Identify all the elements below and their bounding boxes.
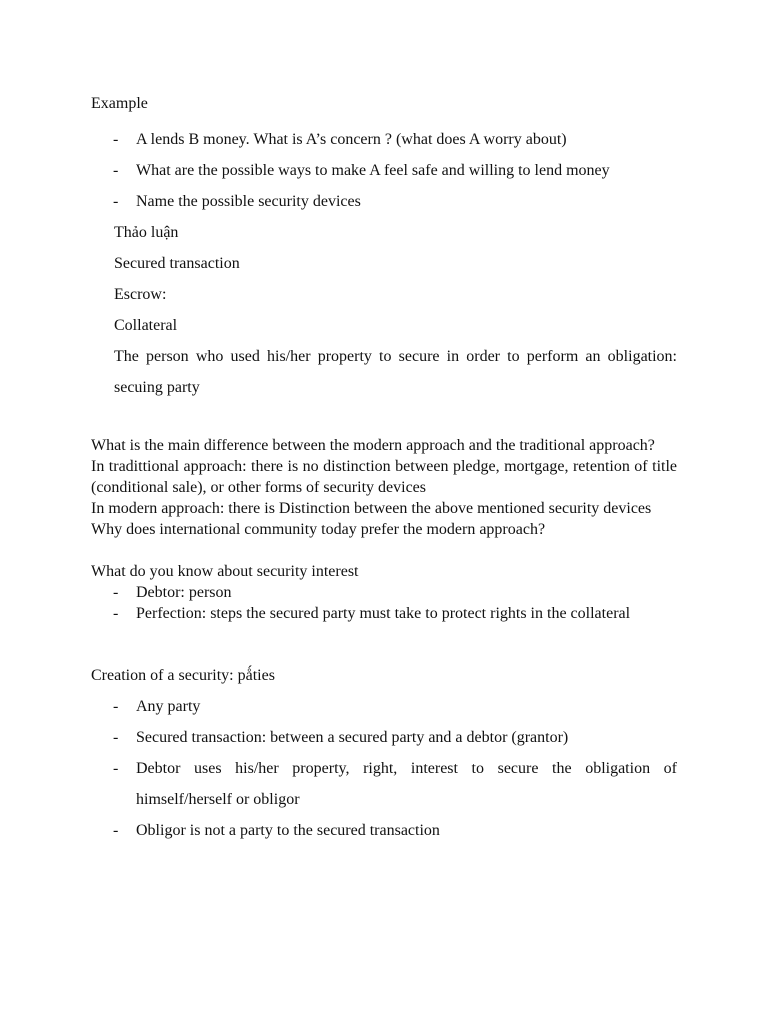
bullet-marker: -: [113, 760, 119, 777]
list-item: [91, 722, 677, 753]
list-item: [91, 603, 677, 624]
section-security-interest: [91, 561, 677, 624]
list-item-text: A lends B money. What is A’s concern ? (what does A worry about): [136, 131, 567, 148]
secured-transaction-line: Secured transaction: [114, 255, 240, 272]
creation-heading: Creation of a security: pǻties: [91, 667, 275, 684]
section-creation: [91, 660, 677, 846]
spacer: [91, 403, 677, 435]
bullet-marker: -: [113, 162, 119, 179]
list-item-text: What are the possible ways to make A feel safe and willing to lend money: [136, 162, 610, 179]
discussion-line: Thảo luận: [114, 224, 179, 241]
section-example: [91, 93, 677, 403]
bullet-marker: -: [113, 605, 119, 622]
list-item-text: Any party: [136, 698, 201, 715]
list-item: [91, 815, 677, 846]
modern-approach-text: In modern approach: there is Distinction between the above mentioned security devices: [91, 500, 652, 517]
list-item-text: Name the possible security devices: [136, 193, 361, 210]
traditional-approach-text: In tradittional approach: there is no distinction between pledge, mortgage, retention of title (conditional sale), or other forms of security devices: [91, 458, 677, 496]
security-interest-heading: What do you know about security interest: [91, 563, 359, 580]
why-question: Why does international community today prefer the modern approach?: [91, 521, 546, 538]
securing-party-paragraph: The person who used his/her property to secure in order to perform an obligation: secuing party: [114, 348, 677, 396]
approach-question: What is the main difference between the modern approach and the traditional approach?: [91, 437, 655, 454]
list-item: [91, 582, 677, 603]
list-item-text: Secured transaction: between a secured party and a debtor (grantor): [136, 729, 569, 746]
collateral-line: Collateral: [114, 317, 178, 334]
list-item: [91, 124, 677, 155]
list-item: [91, 155, 677, 186]
list-item: [91, 691, 677, 722]
spacer: [91, 624, 677, 660]
list-item-text: Debtor uses his/her property, right, interest to secure the obligation of himself/herself or obligor: [136, 760, 677, 808]
bullet-marker: -: [113, 822, 119, 839]
example-heading: Example: [91, 95, 148, 112]
list-item-text: Perfection: steps the secured party must take to protect rights in the collateral: [136, 605, 631, 622]
list-item: [91, 753, 677, 815]
list-item-text: Obligor is not a party to the secured transaction: [136, 822, 440, 839]
document-content: [91, 93, 677, 846]
bullet-marker: -: [113, 698, 119, 715]
escrow-line: Escrow:: [114, 286, 167, 303]
spacer: [91, 540, 677, 561]
section-approach: [91, 435, 677, 540]
bullet-marker: -: [113, 131, 119, 148]
bullet-marker: -: [113, 729, 119, 746]
bullet-marker: -: [113, 193, 119, 210]
list-item-text: Debtor: person: [136, 584, 232, 601]
list-item: [91, 186, 677, 217]
bullet-marker: -: [113, 584, 119, 601]
